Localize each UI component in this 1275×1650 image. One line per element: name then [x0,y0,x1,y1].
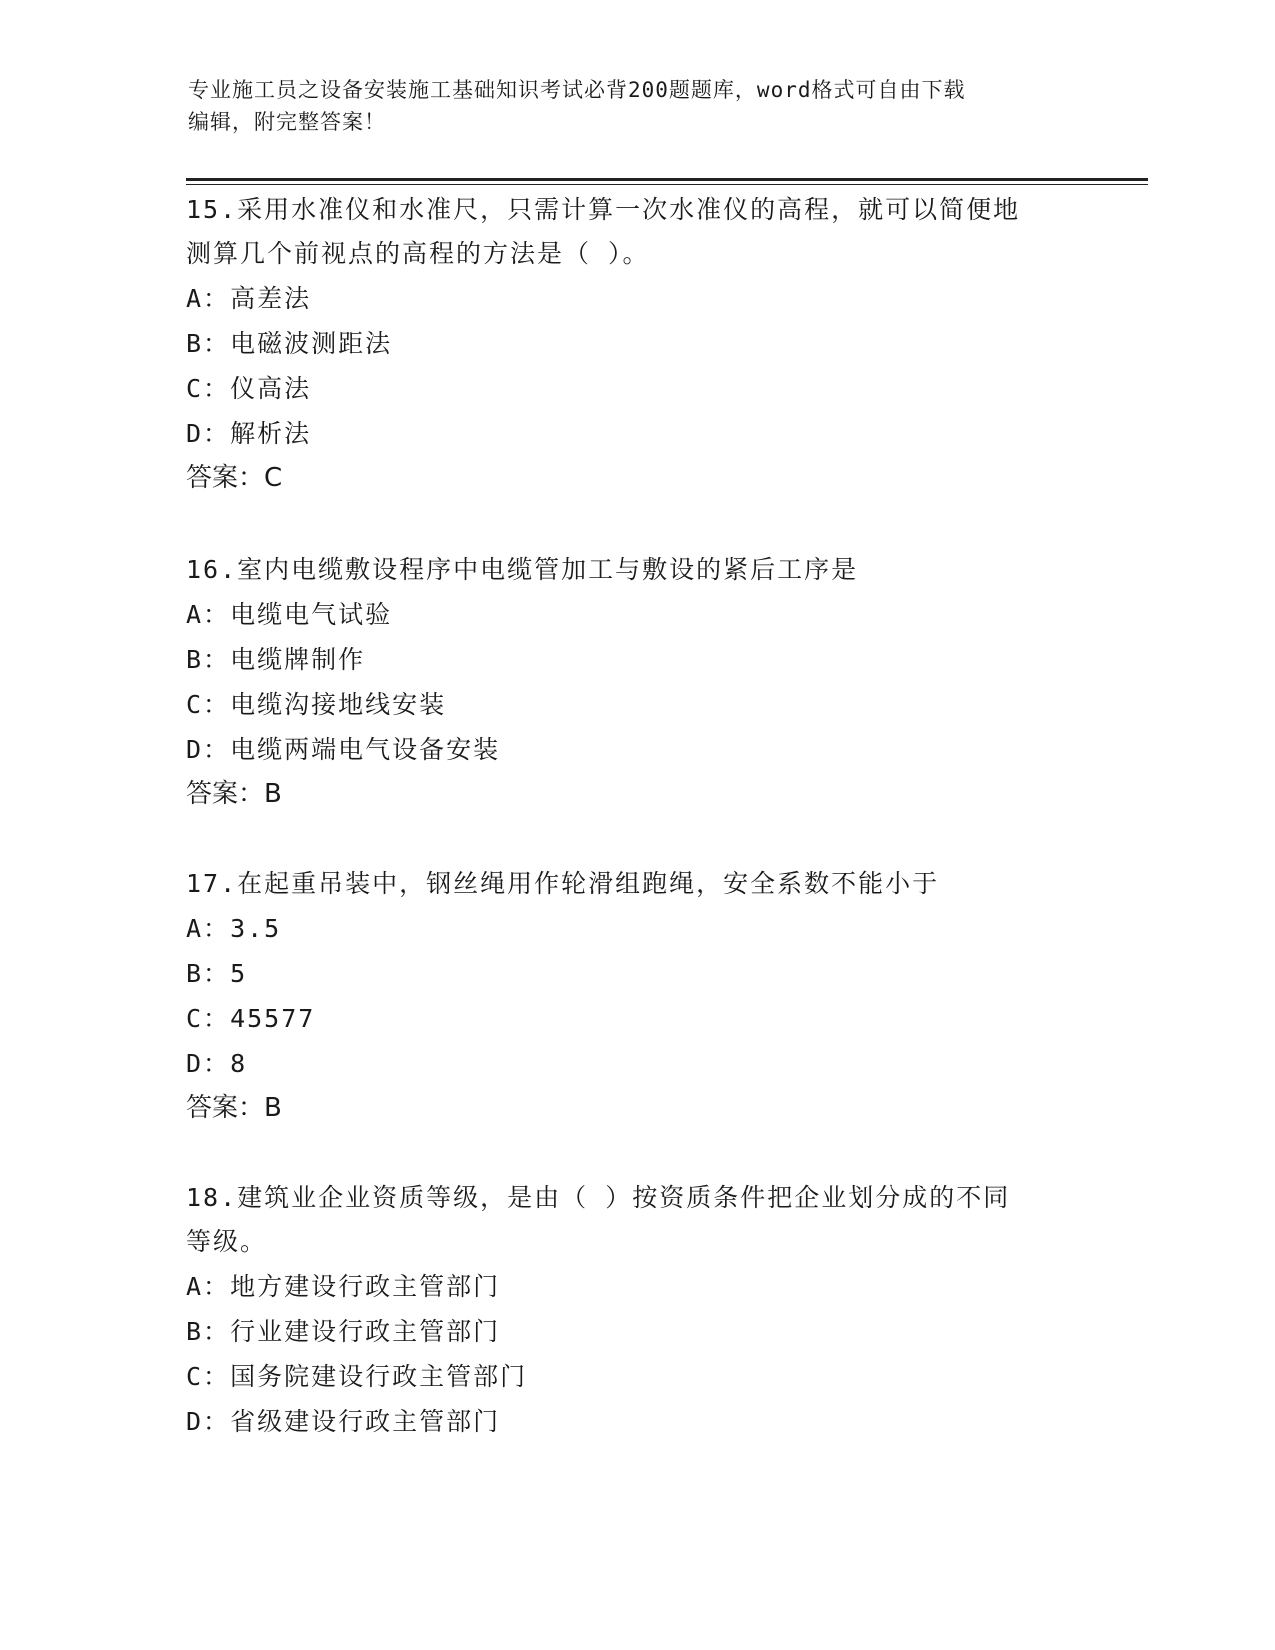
answer-line [186,772,1086,817]
option-text: 国务院建设行政主管部门 [230,1362,528,1391]
option-c [186,996,1086,1041]
question-15 [186,188,1086,501]
option-d [186,1399,1086,1444]
option-text: 电缆电气试验 [230,600,393,629]
question-18 [186,1176,1086,1444]
option-text: 5 [230,959,248,988]
answer-label: 答案： [186,779,265,809]
option-c [186,366,1086,411]
question-text-line-1: 17.在起重吊装中，钢丝绳用作轮滑组跑绳，安全系数不能小于 [186,869,940,898]
option-key: A： [186,600,231,629]
option-text: 地方建设行政主管部门 [230,1272,501,1301]
question-text-line-1: 16.室内电缆敷设程序中电缆管加工与敷设的紧后工序是 [186,555,859,584]
option-d [186,411,1086,456]
option-text: 电缆牌制作 [230,645,366,674]
document-header [188,74,1088,138]
option-b [186,321,1086,366]
answer-value: B [264,779,282,809]
option-text: 3.5 [230,914,282,943]
option-text: 高差法 [230,284,312,313]
header-divider-thin [186,184,1148,185]
question-17 [186,862,1086,1131]
option-text: 8 [230,1049,248,1078]
option-key: B： [186,645,231,674]
option-key: A： [186,1272,231,1301]
option-key: D： [186,1407,231,1436]
option-c [186,682,1086,727]
option-key: A： [186,284,231,313]
option-key: C： [186,1004,231,1033]
header-divider-thick [186,178,1148,181]
option-key: D： [186,735,231,764]
option-text: 电磁波测距法 [230,329,393,358]
question-text-line-1: 15.采用水准仪和水准尺，只需计算一次水准仪的高程，就可以简便地 [186,195,1021,224]
option-key: C： [186,1362,231,1391]
option-c [186,1354,1086,1399]
option-key: B： [186,959,231,988]
option-a [186,592,1086,637]
question-text-line-1: 18.建筑业企业资质等级，是由（ ）按资质条件把企业划分成的不同 [186,1183,1011,1212]
header-line-2: 编辑，附完整答案！ [188,110,386,134]
option-key: D： [186,1049,231,1078]
answer-line [186,456,1086,501]
option-b [186,637,1086,682]
option-key: C： [186,374,231,403]
option-key: B： [186,1317,231,1346]
option-text: 行业建设行政主管部门 [230,1317,501,1346]
question-16 [186,548,1086,817]
option-a [186,1264,1086,1309]
option-text: 仪高法 [230,374,312,403]
option-text: 省级建设行政主管部门 [230,1407,501,1436]
answer-value: C [264,463,283,493]
answer-label: 答案： [186,463,265,493]
option-b [186,1309,1086,1354]
option-a [186,906,1086,951]
answer-line [186,1086,1086,1131]
answer-label: 答案： [186,1093,265,1123]
answer-value: B [264,1093,282,1123]
option-text: 45577 [230,1004,316,1033]
option-text: 解析法 [230,419,312,448]
option-d [186,1041,1086,1086]
option-text: 电缆沟接地线安装 [230,690,447,719]
question-text-line-2: 等级。 [186,1227,268,1256]
question-text-line-2: 测算几个前视点的高程的方法是（ ）。 [186,239,650,268]
option-a [186,276,1086,321]
option-key: B： [186,329,231,358]
option-d [186,727,1086,772]
option-key: D： [186,419,231,448]
option-b [186,951,1086,996]
header-line-1: 专业施工员之设备安装施工基础知识考试必背200题题库，word格式可自由下载 [188,78,966,102]
option-text: 电缆两端电气设备安装 [230,735,501,764]
option-key: C： [186,690,231,719]
option-key: A： [186,914,231,943]
